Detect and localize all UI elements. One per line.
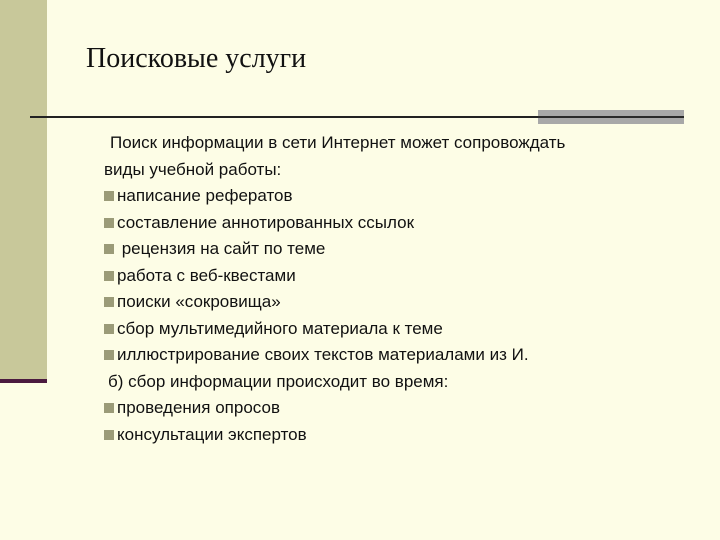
square-bullet-icon <box>104 271 114 281</box>
side-decoration-band <box>0 0 47 382</box>
square-bullet-icon <box>104 191 114 201</box>
square-bullet-icon <box>104 403 114 413</box>
square-bullet-icon <box>104 297 114 307</box>
list-item-text: написание рефератов <box>117 186 293 205</box>
list-item-text: иллюстрирование своих текстов материалами из И. <box>117 345 529 364</box>
list-item-text: работа с веб-квестами <box>117 265 296 285</box>
list-item <box>104 210 704 237</box>
list-item <box>104 236 704 263</box>
list-item <box>104 316 704 343</box>
list-item <box>104 422 704 449</box>
list-item-text: поиски «сокровища» <box>117 292 281 311</box>
list-item <box>104 342 704 369</box>
list-item <box>104 395 704 422</box>
side-decoration-edge <box>0 379 47 383</box>
divider-accent-line <box>538 116 684 118</box>
square-bullet-icon <box>104 218 114 228</box>
list-item <box>104 183 704 210</box>
section-subheading: б) сбор информации происходит во время: <box>108 371 449 391</box>
slide-title: Поисковые услуги <box>86 43 307 74</box>
list-item-text: проведения опросов <box>117 398 280 417</box>
square-bullet-icon <box>104 244 114 254</box>
list-item-text: рецензия на сайт по теме <box>117 239 326 258</box>
intro-line-1: Поиск информации в сети Интернет может сопровождать <box>110 133 566 152</box>
list-item-text: сбор мультимедийного материала к теме <box>117 318 443 338</box>
square-bullet-icon <box>104 350 114 360</box>
slide-body <box>104 130 704 448</box>
list-item-text: составление аннотированных ссылок <box>117 212 415 232</box>
square-bullet-icon <box>104 324 114 334</box>
list-item <box>104 263 704 290</box>
square-bullet-icon <box>104 430 114 440</box>
list-item <box>104 289 704 316</box>
intro-line-2: виды учебной работы: <box>104 159 282 179</box>
list-item-text: консультации экспертов <box>117 424 307 444</box>
